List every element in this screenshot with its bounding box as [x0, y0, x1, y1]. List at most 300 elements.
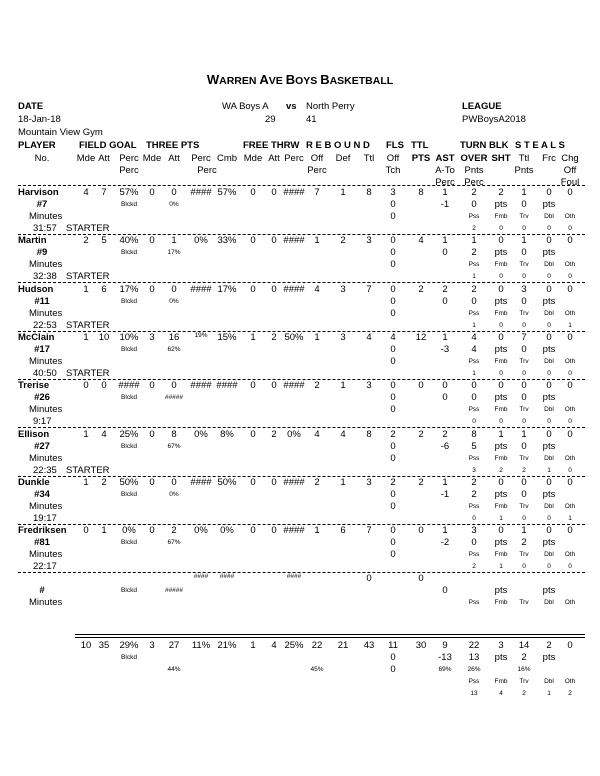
stat-cell: 2: [340, 235, 346, 247]
minutes-label: Minutes: [29, 307, 63, 319]
stat-cell: 57%: [217, 187, 237, 198]
blocked-label: Blckd: [121, 201, 137, 208]
header-3p-perc: Perc: [191, 153, 211, 164]
stat-cell: 0: [271, 380, 277, 392]
blocked-perc: 67%: [167, 539, 181, 547]
pts-over: 0: [471, 295, 477, 307]
stat-cell: 0: [250, 476, 256, 488]
trv-label: Trv: [519, 213, 529, 220]
stat-cell: 1: [314, 235, 320, 247]
minutes-label: Minutes: [29, 259, 63, 271]
stat-cell: 3: [366, 380, 372, 392]
player-name: Ellison: [18, 428, 50, 440]
oth-label: Oth: [564, 502, 576, 510]
oth-label: Oth: [564, 551, 576, 559]
pts-label: pts: [542, 295, 556, 307]
minutes-label: Minutes: [29, 211, 63, 222]
stat-cell: 7: [366, 525, 372, 537]
header-off-reb: Off: [310, 153, 324, 164]
blocked-perc: 0%: [169, 297, 179, 305]
player-number: #26: [34, 392, 50, 404]
trv-label: Trv: [519, 502, 529, 510]
stat-cell: 0%: [194, 428, 208, 440]
player-name: Harvison: [18, 187, 59, 198]
turnover-breakdown: 0: [547, 369, 551, 377]
stat-cell: 2: [390, 428, 396, 440]
header-fg-perc: Perc: [119, 153, 139, 164]
turnover-type-label: Oth: [564, 678, 576, 685]
player-name: Fredriksen: [18, 525, 67, 537]
tech-foul: 0: [390, 259, 396, 271]
trv-label: Trv: [519, 406, 529, 414]
pts-over: 2: [471, 247, 477, 259]
pts-label: pts: [494, 585, 508, 597]
stat-cell: 7: [101, 187, 107, 198]
turnover-breakdown: 0: [547, 225, 551, 232]
stat-cell: 1: [442, 235, 448, 247]
pss-label: Pss: [468, 357, 480, 365]
stat-cell: 0: [471, 380, 477, 392]
stat-cell: 3: [390, 187, 396, 198]
pts-label: pts: [494, 440, 508, 452]
ast-to-ratio: -2: [440, 537, 450, 549]
turnover-breakdown: 0: [522, 418, 526, 426]
stat-cell: 50%: [217, 476, 237, 488]
stat-cell: 1: [83, 331, 89, 343]
total-ast-pct: 69%: [438, 666, 452, 673]
stat-cell: 0: [250, 187, 256, 198]
pss-label: Pss: [468, 551, 480, 559]
minutes-played: 32:38: [33, 271, 57, 283]
total-cell: 22: [311, 640, 323, 651]
off-foul: 0: [390, 295, 396, 307]
pts-over: 2: [471, 488, 477, 500]
stat-cell: 0: [521, 380, 527, 392]
total-cell: 21%: [217, 640, 237, 651]
team-a: WA Boys A: [222, 101, 269, 112]
stat-cell: 0: [390, 525, 396, 537]
stat-cell: 0%: [194, 525, 208, 537]
turnover-breakdown: 0: [499, 225, 503, 232]
pts-label: pts: [542, 537, 556, 549]
off-foul: 0: [390, 440, 396, 452]
header-over-pnts: Pnts: [464, 165, 484, 176]
league-label: LEAGUE: [462, 101, 502, 112]
totals-divider: [75, 634, 585, 635]
ast-to-ratio: -3: [440, 343, 450, 355]
pts-steal: 0: [521, 199, 527, 210]
trv-label: Trv: [519, 261, 529, 269]
stat-cell: 8: [366, 428, 372, 440]
stat-cell: 1: [521, 187, 527, 198]
stat-cell: 0: [546, 331, 552, 343]
total-fg-pct: 44%: [167, 666, 181, 673]
stat-cell: 0: [250, 428, 256, 440]
tech-foul: 0: [390, 307, 396, 319]
stat-cell: 0%: [122, 525, 136, 537]
stat-cell: 1: [340, 187, 346, 198]
stat-cell: 33%: [217, 235, 237, 247]
stat-cell: 0: [149, 476, 155, 488]
turnover-breakdown: 0: [522, 369, 526, 377]
pts-label: pts: [542, 199, 556, 210]
tech-foul: 0: [390, 404, 396, 416]
off-foul: 0: [390, 343, 396, 355]
turnover-breakdown: 0: [522, 563, 526, 571]
player-number: #7: [36, 199, 48, 210]
blocked-label: Blckd: [121, 297, 137, 305]
stat-cell: 10: [98, 331, 110, 343]
pts-steal: 0: [521, 488, 527, 500]
total-cell: 43: [363, 640, 375, 651]
stat-cell: 0: [418, 525, 424, 537]
turnover-breakdown: 0: [547, 273, 551, 281]
total-cell: 27: [168, 640, 180, 651]
stat-cell: 0%: [220, 525, 234, 537]
header-steals: S T E A L S: [515, 140, 565, 151]
score-a: 29: [265, 114, 276, 125]
turnover-breakdown: 1: [568, 321, 572, 329]
pts-label: pts: [494, 295, 508, 307]
header-over: OVER: [460, 153, 488, 164]
tech-foul: 0: [390, 355, 396, 367]
pts-label: pts: [542, 343, 556, 355]
pts-steal: 0: [521, 295, 527, 307]
dbl-label: Dbl: [544, 357, 554, 365]
pss-label: Pss: [468, 213, 480, 220]
blocked-label: Blckd: [121, 490, 137, 498]
turnover-breakdown: 1: [472, 369, 476, 377]
header-free-throw: FREE THRW: [243, 140, 300, 151]
stat-cell: 0: [546, 428, 552, 440]
pss-label: Pss: [468, 454, 480, 462]
trv-label: Trv: [519, 357, 529, 365]
turnover-breakdown: 0: [568, 273, 572, 281]
header-block: BLK: [489, 140, 509, 151]
stat-cell: 2: [418, 283, 424, 295]
stat-cell: 0: [498, 235, 504, 247]
minutes-played: 22:53: [33, 319, 57, 331]
player-number: #: [39, 585, 45, 597]
pts-label: pts: [542, 392, 556, 404]
turnover-type-total: 1: [547, 690, 551, 697]
stat-cell: 2: [418, 428, 424, 440]
turnover-type-label: Fmb: [494, 678, 508, 685]
pts-label: pts: [494, 199, 508, 210]
total-cell: 29%: [119, 640, 139, 651]
ast-to-ratio: -6: [440, 440, 450, 452]
total-cell: 11: [388, 640, 398, 651]
starter-flag: STARTER: [66, 271, 110, 283]
ast-to-ratio: 0: [442, 585, 448, 597]
stat-cell: 1: [442, 525, 448, 537]
turnover-breakdown: 2: [499, 466, 503, 474]
stat-cell: 10%: [119, 331, 139, 343]
stat-cell: 0: [567, 525, 573, 537]
stat-cell: 2: [314, 380, 320, 392]
date-label: DATE: [18, 101, 44, 112]
stat-cell: 0: [149, 283, 155, 295]
stat-cell: 0: [271, 187, 277, 198]
oth-label: Oth: [564, 309, 576, 317]
header-3p-perc-sub: Perc: [197, 165, 217, 176]
stat-cell: 4: [471, 331, 477, 343]
stat-cell: ####: [216, 380, 238, 392]
stat-cell: 1: [83, 476, 89, 488]
stat-cell: 2: [314, 476, 320, 488]
starter-flag: STARTER: [66, 464, 110, 476]
minutes-label: Minutes: [29, 355, 63, 367]
fmb-label: Fmb: [494, 357, 508, 365]
stat-cell: 1: [442, 187, 448, 198]
stat-cell: 0: [567, 476, 573, 488]
game-date: 18-Jan-18: [18, 114, 61, 125]
stat-cell: 1: [340, 380, 346, 392]
league-name: PWBoysA2018: [462, 114, 526, 125]
stat-cell: 1: [521, 525, 527, 537]
oth-label: Oth: [564, 599, 576, 607]
turnover-breakdown: 2: [472, 225, 476, 232]
stat-cell: 7: [521, 331, 527, 343]
header-ast: AST: [435, 153, 455, 164]
blocked-label: Blckd: [121, 249, 137, 257]
turnover-breakdown: 1: [472, 321, 476, 329]
blocked-label: Blckd: [121, 654, 137, 661]
stat-cell: 17%: [217, 283, 237, 295]
stat-cell: 4: [366, 331, 372, 343]
total-cell: 11%: [191, 640, 211, 651]
header-rebound: R E B O U N D: [306, 140, 370, 151]
header-ft-made: Mde: [243, 153, 263, 164]
stat-cell: 8: [418, 187, 424, 198]
stat-cell: 1: [83, 428, 89, 440]
stat-cell: 0%: [194, 235, 208, 247]
stat-cell: 1: [250, 331, 256, 343]
starter-flag: STARTER: [66, 319, 110, 331]
pts-steal: 2: [521, 537, 527, 549]
stat-cell: ####: [190, 187, 212, 198]
fmb-label: Fmb: [494, 502, 508, 510]
blocked-perc: #####: [164, 587, 184, 595]
stat-cell: ####: [190, 283, 212, 295]
stat-cell: 4: [83, 187, 89, 198]
turnover-type-label: Dbl: [544, 678, 554, 685]
stat-cell: 7: [314, 187, 320, 198]
stat-cell: 0: [546, 525, 552, 537]
blocked-perc: #####: [164, 394, 184, 402]
stat-cell: 40%: [119, 235, 139, 247]
stat-cell: 16: [168, 331, 180, 343]
header-turnover: TURN: [460, 140, 487, 151]
stat-cell: 0: [250, 283, 256, 295]
turnover-type-total: 4: [499, 690, 503, 697]
stat-cell: 1: [442, 476, 448, 488]
total-cell: 10: [80, 640, 92, 651]
minutes-played: 22:17: [33, 561, 57, 573]
tech-foul: 0: [390, 549, 396, 561]
ast-to-ratio: -1: [440, 488, 450, 500]
stat-cell: 0: [546, 476, 552, 488]
stat-cell: ####: [118, 380, 140, 392]
stat-cell: 0: [149, 380, 155, 392]
dbl-label: Dbl: [544, 454, 554, 462]
pts-over: 4: [471, 343, 477, 355]
turnover-breakdown: 1: [472, 273, 476, 281]
player-name: Hudson: [18, 283, 54, 295]
header-ast-perc: Perc: [435, 177, 455, 188]
stat-cell: 5: [101, 235, 107, 247]
minutes-label: Minutes: [29, 452, 63, 464]
stat-cell: ####: [283, 380, 305, 392]
stat-cell: 0: [546, 187, 552, 198]
stat-cell: 2: [171, 525, 177, 537]
totals-divider-2: [75, 637, 585, 638]
stat-cell: 0: [567, 428, 573, 440]
stat-cell: 0: [418, 573, 424, 585]
stat-cell: 2: [271, 428, 277, 440]
turnover-breakdown: 3: [472, 466, 476, 474]
stat-cell: 2: [442, 428, 448, 440]
header-3p-made: Mde: [142, 153, 162, 164]
stat-cell: 0: [390, 380, 396, 392]
stat-cell: 2: [271, 331, 277, 343]
total-cell: 35: [98, 640, 110, 651]
stat-cell: 0: [567, 380, 573, 392]
stat-cell: 0: [271, 283, 277, 295]
trv-label: Trv: [519, 454, 529, 462]
blocked-perc: 0%: [169, 201, 179, 208]
dbl-label: Dbl: [544, 502, 554, 510]
turnover-breakdown: 2: [522, 466, 526, 474]
team-b: North Perry: [306, 101, 355, 112]
stat-cell: 2: [390, 476, 396, 488]
stat-cell: 0: [546, 380, 552, 392]
off-foul: 0: [390, 199, 396, 210]
tech-foul: 0: [390, 500, 396, 512]
turnover-breakdown: 0: [499, 369, 503, 377]
turnover-breakdown: 0: [568, 369, 572, 377]
header-3p-att: Att: [168, 153, 180, 164]
blocked-perc: 67%: [167, 442, 181, 450]
blocked-perc: 62%: [167, 345, 181, 353]
player-name: Martin: [18, 235, 47, 247]
stat-cell: 17%: [119, 283, 139, 295]
stat-cell: 4: [340, 428, 346, 440]
stat-cell: 0: [498, 525, 504, 537]
turnover-breakdown: 0: [547, 514, 551, 522]
turnover-type-label: Trv: [519, 678, 529, 685]
turnover-breakdown: 0: [522, 273, 526, 281]
stat-cell: 0: [546, 235, 552, 247]
stat-cell: 1: [498, 428, 504, 440]
trv-label: Trv: [519, 599, 529, 607]
dbl-label: Dbl: [544, 309, 554, 317]
header-forced: Frc: [542, 153, 556, 164]
turnover-type-total: 2: [522, 690, 526, 697]
header-off-perc: Perc: [307, 165, 327, 176]
header-foul: Foul: [560, 177, 580, 188]
pts-over: 0: [471, 537, 477, 549]
stat-cell: 3: [366, 476, 372, 488]
minutes-played: 22:35: [33, 464, 57, 476]
stat-cell: 2: [498, 187, 504, 198]
dbl-label: Dbl: [544, 406, 554, 414]
total-cell: 3: [149, 640, 155, 651]
stat-cell: ####: [283, 525, 305, 537]
player-name: Dunkle: [18, 476, 50, 488]
turnover-breakdown: 0: [547, 563, 551, 571]
stat-cell: 7: [366, 283, 372, 295]
stat-cell: 3: [471, 525, 477, 537]
header-three-pts: THREE PTS: [146, 140, 200, 151]
stat-cell: 3: [521, 283, 527, 295]
total-cell: 3: [498, 640, 504, 651]
stat-cell: ####: [190, 476, 212, 488]
header-off-foul: Off: [386, 153, 400, 164]
stat-cell: 50%: [119, 476, 139, 488]
stat-cell: 0: [101, 380, 107, 392]
stat-cell: 0: [250, 380, 256, 392]
header-ft-perc: Perc: [284, 153, 304, 164]
pts-steal: 0: [521, 440, 527, 452]
stat-cell: ####: [193, 573, 209, 581]
stat-cell: 0: [250, 525, 256, 537]
stat-cell: 2: [101, 476, 107, 488]
turnover-breakdown: 0: [568, 418, 572, 426]
minutes-played: 40:50: [33, 367, 57, 379]
turnover-breakdown: 1: [547, 466, 551, 474]
stat-cell: 2: [418, 476, 424, 488]
pts-over: 0: [471, 199, 477, 210]
stat-cell: 12: [415, 331, 427, 343]
stat-cell: ####: [283, 187, 305, 198]
stat-cell: 6: [101, 283, 107, 295]
header-no: No.: [34, 153, 50, 164]
score-b: 41: [306, 114, 317, 125]
stat-cell: 1: [471, 235, 477, 247]
header-fouls: FLS: [386, 140, 404, 151]
stat-cell: 4: [314, 283, 320, 295]
header-player: PLAYER: [18, 140, 56, 151]
pts-label: pts: [494, 488, 508, 500]
tech-foul: 0: [390, 211, 396, 222]
turnover-breakdown: 0: [547, 418, 551, 426]
pts-over: 0: [471, 392, 477, 404]
total-reb-pct: 45%: [310, 666, 324, 673]
stat-cell: 3: [340, 283, 346, 295]
header-fg-made: Mde: [76, 153, 96, 164]
minutes-label: Minutes: [29, 404, 63, 416]
tech-foul: 0: [390, 452, 396, 464]
header-total: TTL: [411, 140, 429, 151]
blocked-perc: 0%: [169, 490, 179, 498]
total-cell: 4: [271, 640, 277, 651]
stat-cell: 2: [471, 283, 477, 295]
row-divider-top: [18, 185, 585, 186]
starter-flag: STARTER: [66, 367, 110, 379]
total-stl-pct: 16%: [517, 666, 531, 673]
stat-cell: 0: [567, 235, 573, 247]
dbl-label: Dbl: [544, 551, 554, 559]
player-number: #17: [34, 343, 50, 355]
turnover-type-total: 13: [470, 690, 478, 697]
header-fg-att: Att: [98, 153, 110, 164]
total-cell: 0: [567, 640, 573, 651]
header-steal-ttl: Ttl: [518, 153, 530, 164]
stat-cell: 0: [442, 380, 448, 392]
turnover-breakdown: 0: [499, 321, 503, 329]
stat-cell: 3: [340, 331, 346, 343]
